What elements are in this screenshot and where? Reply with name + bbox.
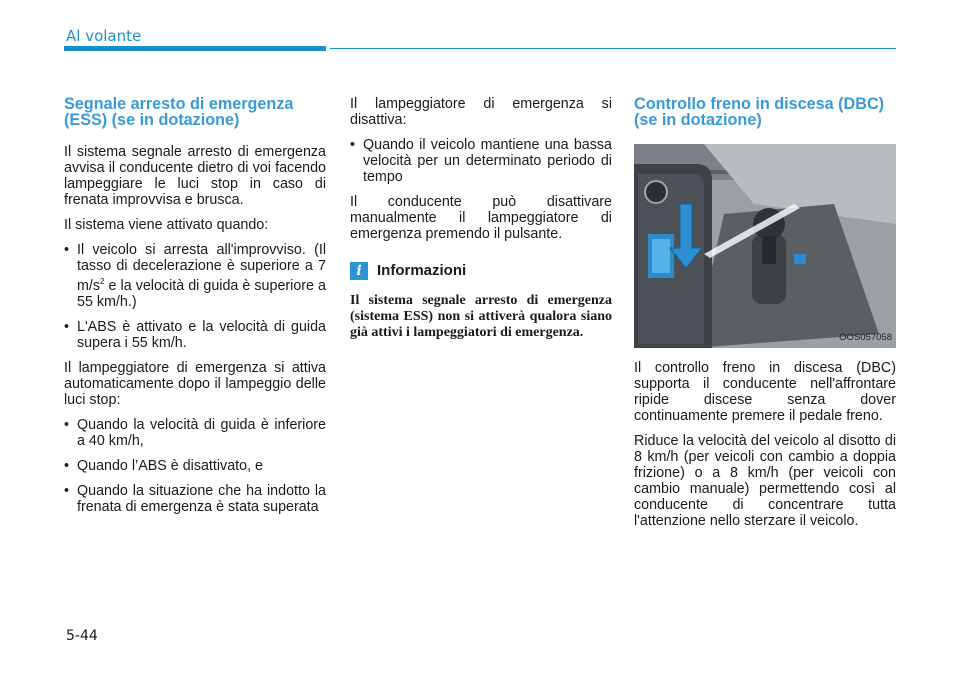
activation-list: [64, 242, 326, 351]
info-title: Informazioni: [377, 262, 467, 279]
hazard-deactivation-intro: Il lampeggiatore di emergenza si disattiva:: [350, 96, 612, 128]
list-item: • Quando la situazione che ha indotto la frenata di emergenza è stata superata: [64, 483, 326, 515]
hazard-activation-text: Il lampeggiatore di emergenza si attiva automaticamente dopo il lampeggio delle luci stop:: [64, 359, 326, 408]
section-title: Al volante: [66, 27, 142, 45]
hazard-condition-list: [64, 417, 326, 515]
page-number: 5-44: [66, 628, 98, 644]
column-middle: [350, 96, 612, 341]
header-rule-thin: [330, 48, 896, 49]
ess-heading: Segnale arresto di emergenza (ESS) (se in dotazione): [64, 95, 294, 129]
dbc-heading: Controllo freno in discesa (DBC) (se in dotazione): [634, 95, 885, 129]
list-item: • Quando l’ABS è disattivato, e: [64, 458, 326, 474]
dbc-button-photo: [634, 144, 896, 348]
console-illustration: [634, 144, 896, 348]
figure-code: OOS057058: [839, 332, 892, 343]
header-rule-thick: [64, 46, 326, 51]
list-item: • L'ABS è attivato e la velocità di guida supera i 55 km/h.: [64, 319, 326, 351]
list-item: • Quando il veicolo mantiene una bassa velocità per un determinato periodo di tempo: [350, 137, 612, 185]
list-item: • Quando la velocità di guida è inferiore a 40 km/h,: [64, 417, 326, 449]
dbc-description: Il controllo freno in discesa (DBC) supporta il conducente nell'affrontare ripide discese senza dover continuamente premere il pedale freno.: [634, 360, 896, 424]
info-header: [350, 262, 612, 280]
info-body: Il sistema segnale arresto di emergenza (sistema ESS) non si attiverà qualora siano già attivi i lampeggiatori di emergenza.: [350, 293, 612, 340]
column-left: [64, 96, 326, 524]
ess-intro: Il sistema segnale arresto di emergenza avvisa il conducente dietro di voi facendo lampeggiare le luci stop in caso di frenata improvvisa e brusca.: [64, 144, 326, 208]
ess-activation-intro: Il sistema viene attivato quando:: [64, 217, 269, 233]
dbc-speed-text: Riduce la velocità del veicolo al disotto di 8 km/h (per veicoli con cambio a doppia frizione) o a 8 km/h (per veicoli con cambio manuale) permettendo così al conducente di concentrare tutta l'attenzione nello sterzare il veicolo.: [634, 433, 896, 529]
info-icon: i: [350, 262, 368, 280]
column-right: [634, 96, 896, 538]
deactivation-list: [350, 137, 612, 185]
manual-deactivation-text: Il conducente può disattivare manualmente il lampeggiatore di emergenza premendo il pulsante.: [350, 194, 612, 242]
list-item: • Il veicolo si arresta all'improvviso. (Il tasso di decelerazione è superiore a 7 $m/s^2$ e la velocità di guida è superiore a 55 km/h.): [64, 242, 326, 310]
